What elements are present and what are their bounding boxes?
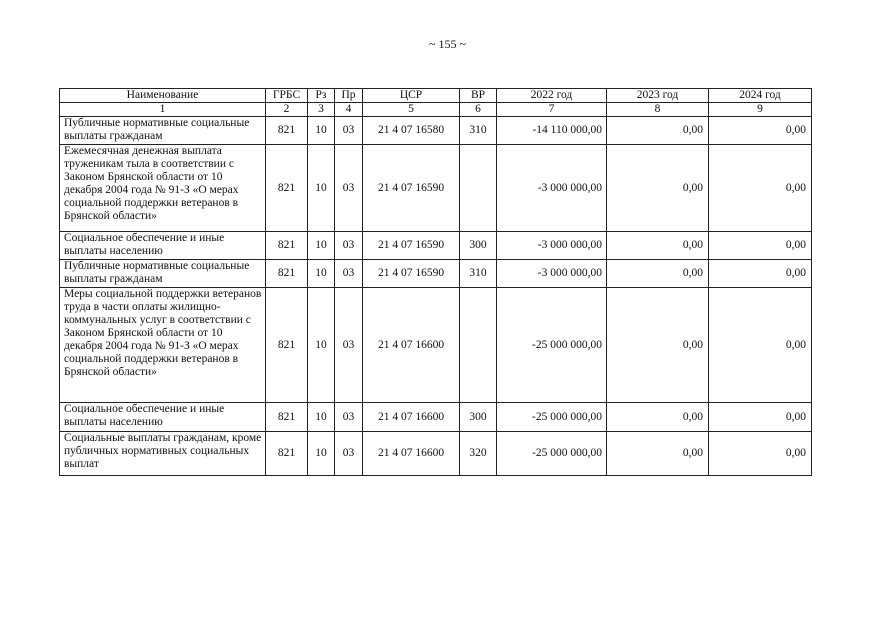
table-row [60,117,812,145]
row-2023: 0,00 [607,232,709,260]
row-2024: 0,00 [709,145,812,232]
row-2023: 0,00 [607,145,709,232]
column-number: 5 [363,103,460,117]
row-grbs: 821 [266,117,308,145]
row-2022: -3 000 000,00 [497,260,607,288]
row-name: Публичные нормативные социальные выплаты гражданам [60,260,266,288]
row-2022: -25 000 000,00 [497,288,607,403]
table-row [60,403,812,432]
header-rz: Рз [308,89,335,103]
row-grbs: 821 [266,260,308,288]
page-number: ~ 155 ~ [429,37,466,51]
row-name: Публичные нормативные социальные выплаты гражданам [60,117,266,145]
row-vr [460,288,497,403]
row-2022: -3 000 000,00 [497,232,607,260]
table-row [60,288,812,403]
header-name: Наименование [60,89,266,103]
header-csr: ЦСР [363,89,460,103]
row-pr: 03 [335,117,363,145]
row-pr: 03 [335,432,363,476]
row-csr: 21 4 07 16580 [363,117,460,145]
column-number: 1 [60,103,266,117]
row-name: Социальное обеспечение и иные выплаты населению [60,403,266,432]
table-row [60,145,812,232]
header-grbs: ГРБС [266,89,308,103]
row-vr [460,145,497,232]
row-2024: 0,00 [709,260,812,288]
row-csr: 21 4 07 16590 [363,260,460,288]
row-2022: -25 000 000,00 [497,432,607,476]
row-2022: -14 110 000,00 [497,117,607,145]
row-name: Социальное обеспечение и иные выплаты населению [60,232,266,260]
row-grbs: 821 [266,403,308,432]
row-2024: 0,00 [709,432,812,476]
column-number: 6 [460,103,497,117]
column-number: 4 [335,103,363,117]
budget-table [59,88,812,476]
row-rz: 10 [308,117,335,145]
row-rz: 10 [308,403,335,432]
row-grbs: 821 [266,145,308,232]
row-name: Ежемесячная денежная выплата труженикам тыла в соответствии с Законом Брянской области от 10 декабря 2004 года № 91-З «О мерах социальной поддержки ветеранов в Брянской области» [60,145,266,232]
column-number: 7 [497,103,607,117]
row-2022: -25 000 000,00 [497,403,607,432]
row-grbs: 821 [266,232,308,260]
header-2024: 2024 год [709,89,812,103]
column-number-row [60,103,812,117]
row-csr: 21 4 07 16600 [363,288,460,403]
row-grbs: 821 [266,432,308,476]
row-2022: -3 000 000,00 [497,145,607,232]
table-row [60,432,812,476]
row-pr: 03 [335,145,363,232]
row-2024: 0,00 [709,232,812,260]
row-pr: 03 [335,403,363,432]
table-row [60,232,812,260]
column-number: 2 [266,103,308,117]
row-csr: 21 4 07 16590 [363,145,460,232]
row-2024: 0,00 [709,403,812,432]
row-csr: 21 4 07 16600 [363,403,460,432]
row-2023: 0,00 [607,432,709,476]
row-vr: 310 [460,260,497,288]
row-name: Меры социальной поддержки ветеранов труда в части оплаты жилищно-коммунальных услуг в соответствии с Законом Брянской области от 10 декабря 2004 года № 91-З «О мерах социальной поддержки ветеранов в Брянской области» [60,288,266,403]
row-2023: 0,00 [607,403,709,432]
row-rz: 10 [308,260,335,288]
row-2024: 0,00 [709,288,812,403]
table-header-row [60,89,812,103]
row-rz: 10 [308,288,335,403]
table-row [60,260,812,288]
row-csr: 21 4 07 16590 [363,232,460,260]
row-vr: 300 [460,232,497,260]
row-2023: 0,00 [607,117,709,145]
column-number: 3 [308,103,335,117]
row-2023: 0,00 [607,288,709,403]
header-vr: ВР [460,89,497,103]
row-rz: 10 [308,432,335,476]
row-rz: 10 [308,232,335,260]
row-rz: 10 [308,145,335,232]
row-grbs: 821 [266,288,308,403]
row-2023: 0,00 [607,260,709,288]
column-number: 8 [607,103,709,117]
header-pr: Пр [335,89,363,103]
column-number: 9 [709,103,812,117]
header-2023: 2023 год [607,89,709,103]
row-name: Социальные выплаты гражданам, кроме публичных нормативных социальных выплат [60,432,266,476]
row-vr: 310 [460,117,497,145]
row-pr: 03 [335,232,363,260]
row-vr: 300 [460,403,497,432]
row-csr: 21 4 07 16600 [363,432,460,476]
header-2022: 2022 год [497,89,607,103]
row-2024: 0,00 [709,117,812,145]
row-pr: 03 [335,260,363,288]
row-pr: 03 [335,288,363,403]
row-vr: 320 [460,432,497,476]
